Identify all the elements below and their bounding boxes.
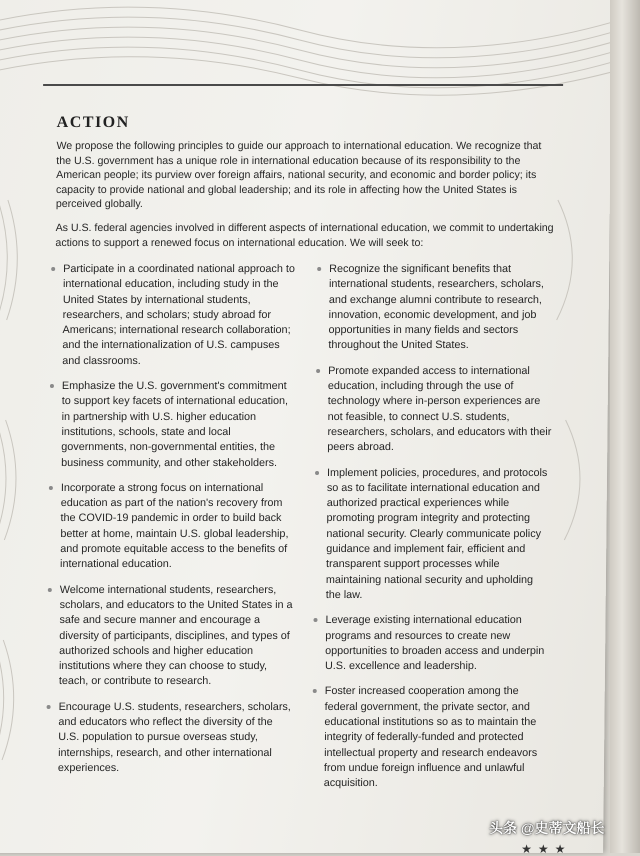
list-item [44,700,293,776]
list-item-text: Welcome international students, researchers, scholars, and educators to the United States in a safe and secure manner and encourage a diversity of participants, disciplines, and types of authorized schools and higher education institutions where they can choose to study, teach, or contribute to research. [58,583,293,688]
right-column [310,262,554,802]
list-item [48,262,297,369]
left-column [44,262,297,786]
list-item-text: Incorporate a strong focus on international education as part of the nation's recovery from the COVID-19 pandemic in order to build back better at home, maintain U.S. global leadership, and promote equitable access to the benefits of international education. [60,481,289,571]
list-item-text: Foster increased cooperation among the federal government, the private sector, and educational institutions so as to maintain the integrity of federally-funded and protected intellectual property and research endeavors from undue foreign influence and unlawful acquisition. [323,685,538,790]
header-rule [43,84,563,86]
list-item-text: Encourage U.S. students, researchers, scholars, and educators who reflect the diversity of the U.S. population to pursue overseas study, internships, research, and other international experiences. [57,700,291,774]
list-item [45,583,294,690]
watermark: 头条 @史蒂文船长 [489,820,605,836]
bullet-icon [317,267,321,271]
list-item [312,466,551,604]
list-item-text: Recognize the significant benefits that international students, researchers, scholars, and exchange alumni contribute to research, innovation, economic development, and job opportunities in many fields and sectors throughout the United States. [328,263,544,352]
list-item-text: Leverage existing international education programs and resources to create new opportunities to broaden access and underpin U.S. excellence and leadership. [324,614,545,673]
list-item [46,481,295,573]
section-heading: ACTION [56,114,130,131]
page-edge [610,0,640,853]
list-item-text: Implement policies, procedures, and protocols so as to facilitate international education and authorized practical experiences while promoting program integrity and protecting national security. Clearly communicate policy guidance and implement fair, efficient and transparent support processes while maintaining national security and upholding the law. [325,466,548,601]
bullet-icon [313,618,317,622]
bullet-icon [315,471,319,475]
bullet-icon [47,705,51,709]
list-item-text: Participate in a coordinated national approach to international education, including study in the United States by international students, researchers, and scholars; study abroad for Americans; international research collaboration; and the internationalization of U.S. campuses and classrooms. [62,263,295,367]
bullet-icon [48,588,52,592]
list-item [310,684,549,791]
list-item [313,364,552,456]
star-decoration-icon: ★★★ [521,842,572,856]
bullet-icon [316,369,320,373]
list-item [311,613,550,674]
bullet-icon [49,486,53,490]
list-item [47,379,296,471]
intro-paragraph-1: We propose the following principles to guide our approach to international education. We recognize that the U.S. government has a unique role in international education because of its responsibility to the American people; its purview over foreign affairs, national security, and economic and border policy; its capacity to provide national and global leadership; and its role in affecting how the United States is perceived globally. [55,140,542,210]
bullet-icon [313,689,317,693]
list-item-text: Promote expanded access to international education, including through the use of technology where in-person experiences are not feasible, to connect U.S. students, researchers, scholars, and educators with their peers abroad. [327,364,552,454]
intro-paragraph-2: As U.S. federal agencies involved in different aspects of international education, we commit to undertaking actions to support a renewed focus on international education. We will seek to: [55,222,554,249]
bullet-icon [50,384,54,388]
bullet-icon [51,267,55,271]
list-item [314,262,553,354]
list-item-text: Emphasize the U.S. government's commitment to support key facets of international education, in partnership with U.S. higher education institutions, schools, state and local governments, non-governmental entities, the business community, and other stakeholders. [61,380,289,469]
